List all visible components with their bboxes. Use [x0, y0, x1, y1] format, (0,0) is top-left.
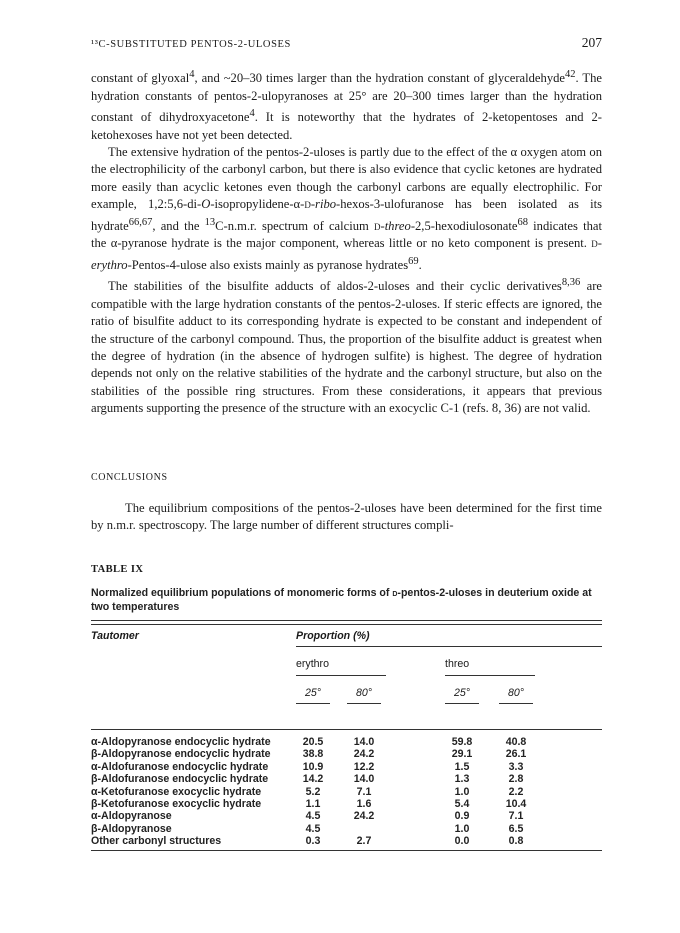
- table-row: [91, 798, 602, 810]
- table-header-rule: [91, 729, 602, 730]
- erythro-rule: [296, 675, 386, 676]
- temp-rule-4: [499, 703, 533, 704]
- paragraph-3: The stabilities of the bisulfite adducts of aldos-2-uloses and their cyclic derivatives$^{8,36}$ are compatible with the large hydration constants of the pentos-2-uloses. If steric effects are ignored, the ratio of bisulfite adduct to its corresponding hydrate is expected to be constant and independent of the structure of the carbonyl compound. Thus, the proportion of the bisulfite adduct is greatest when the degree of hydration (in the absence of hydrogen sulfite) is highest. The degree of hydration depends not only on the relative stabilities of the hydrate and the carbonyl structure, but also on the stabilities of the possible ring structures. From these considerations, it appears that previous arguments supporting the presence of the structure with an exocyclic C-1 (refs. 8, 36) are not valid.: [91, 277, 602, 416]
- header-proportion: Proportion (%): [296, 630, 370, 642]
- threo-80-cell: 3.3: [508, 760, 524, 773]
- threo-25-cell: 1.0: [454, 822, 470, 835]
- running-head-title: ¹³C-SUBSTITUTED PENTOS-2-ULOSES: [91, 39, 292, 50]
- erythro-25-cell: 4.5: [305, 822, 321, 835]
- table-caption: Normalized equilibrium populations of monomeric forms of d-pentos-2-uloses in deuterium oxide at two temperatures: [91, 587, 592, 613]
- table-row: [91, 786, 602, 798]
- table-row: [91, 823, 602, 835]
- header-threo-25: 25°: [453, 687, 471, 699]
- body-text: [91, 66, 602, 418]
- header-erythro-25: 25°: [304, 687, 322, 699]
- tautomer-cell: Other carbonyl structures: [91, 835, 222, 848]
- threo-rule: [445, 675, 535, 676]
- temp-rule-2: [347, 703, 381, 704]
- erythro-25-cell: 14.2: [302, 773, 324, 786]
- table-row: [91, 810, 602, 822]
- erythro-25-cell: 4.5: [305, 810, 321, 823]
- table-row: [91, 761, 602, 773]
- threo-80-cell: 7.1: [508, 810, 524, 823]
- header-threo: threo: [445, 658, 470, 670]
- proportion-rule: [296, 646, 602, 647]
- header-tautomer: Tautomer: [91, 630, 139, 642]
- tautomer-cell: β-Aldopyranose endocyclic hydrate: [91, 748, 271, 761]
- erythro-80-cell: 1.6: [356, 797, 372, 810]
- threo-80-cell: 40.8: [505, 736, 527, 748]
- section-heading-conclusions: CONCLUSIONS: [91, 472, 168, 483]
- erythro-80-cell: 24.2: [353, 748, 375, 761]
- header-erythro: erythro: [296, 658, 329, 670]
- table-body: [91, 736, 602, 848]
- tautomer-cell: α-Aldopyranose endocyclic hydrate: [91, 736, 271, 748]
- threo-25-cell: 5.4: [454, 797, 470, 810]
- threo-80-cell: 26.1: [505, 748, 527, 761]
- table-row: [91, 835, 602, 847]
- erythro-80-cell: 14.0: [353, 773, 375, 786]
- paragraph-1: constant of glyoxal$^4$, and ~20–30 times larger than the hydration constant of glyceraldehyde$^{42}$. The hydration constants of pentos-2-ulopyranoses at 25° are 20–300 times larger than the hydration constant of dihydroxyacetone$^4$. It is noteworthy that the hydrates of 2-ketopentoses and 2-ketohexoses have not yet been detected.: [91, 69, 602, 142]
- threo-80-cell: 6.5: [508, 822, 524, 835]
- tautomer-cell: β-Aldopyranose: [91, 822, 172, 835]
- erythro-25-cell: 0.3: [305, 835, 321, 848]
- threo-80-cell: 0.8: [508, 835, 524, 848]
- threo-25-cell: 1.3: [454, 773, 470, 786]
- paragraph-2: The extensive hydration of the pentos-2-uloses is partly due to the effect of the α oxygen atom on the electrophilicity of the carbonyl carbon, but there is also evidence that cyclic ketones are hydrated more easily than acyclic ketones even though the carbonyl carbons are equally electrophilic. For example, 1,2:5,6-di-O-isopropylidene-α-d-ribo-hexos-3-ulofuranose has been isolated as its hydrate$^{66,67}$, and the $^{13}$C-n.m.r. spectrum of calcium d-threo-2,5-hexodiulosonate$^{68}$ indicates that the α-pyranose hydrate is the major component, whereas little or no keto component is present. d-erythro-Pentos-4-ulose also exists mainly as pyranose hydrates$^{69}$.: [91, 145, 602, 272]
- table-bottom-rule: [91, 850, 602, 851]
- tautomer-cell: α-Aldopyranose: [91, 810, 172, 823]
- erythro-80-cell: 14.0: [353, 736, 375, 748]
- header-erythro-80: 80°: [355, 687, 373, 699]
- threo-80-cell: 2.2: [508, 785, 524, 798]
- table-top-rule: [91, 620, 602, 621]
- conclusions-paragraph: The equilibrium compositions of the pentos-2-uloses have been determined for the first time by n.m.r. spectroscopy. The large number of different structures compli-: [91, 501, 602, 533]
- threo-25-cell: 0.0: [454, 835, 470, 848]
- tautomer-cell: α-Ketofuranose exocyclic hydrate: [91, 785, 262, 798]
- erythro-25-cell: 20.5: [302, 736, 324, 748]
- table-row: [91, 736, 602, 748]
- erythro-25-cell: 1.1: [305, 797, 321, 810]
- threo-25-cell: 29.1: [451, 748, 473, 761]
- erythro-80-cell: 2.7: [356, 835, 372, 848]
- table-row: [91, 748, 602, 760]
- threo-25-cell: 1.5: [454, 760, 470, 773]
- temp-rule-3: [445, 703, 479, 704]
- tautomer-cell: α-Aldofuranose endocyclic hydrate: [91, 760, 269, 773]
- erythro-25-cell: 10.9: [302, 760, 324, 773]
- erythro-80-cell: 24.2: [353, 810, 375, 823]
- table-top-rule-2: [91, 624, 602, 625]
- erythro-80-cell: 7.1: [356, 785, 372, 798]
- header-threo-80: 80°: [507, 687, 525, 699]
- erythro-25-cell: 5.2: [305, 785, 321, 798]
- table-row: [91, 773, 602, 785]
- threo-25-cell: 59.8: [451, 736, 473, 748]
- page-number: 207: [581, 35, 602, 50]
- tautomer-cell: β-Aldofuranose endocyclic hydrate: [91, 773, 269, 786]
- threo-25-cell: 1.0: [454, 785, 470, 798]
- threo-80-cell: 2.8: [508, 773, 524, 786]
- erythro-25-cell: 38.8: [302, 748, 324, 761]
- conclusions-text: [91, 500, 602, 535]
- table-label: TABLE IX: [91, 564, 144, 575]
- threo-80-cell: 10.4: [505, 797, 527, 810]
- temp-rule-1: [296, 703, 330, 704]
- tautomer-cell: β-Ketofuranose exocyclic hydrate: [91, 797, 262, 810]
- threo-25-cell: 0.9: [454, 810, 470, 823]
- running-head: [91, 35, 602, 51]
- erythro-80-cell: 12.2: [353, 760, 375, 773]
